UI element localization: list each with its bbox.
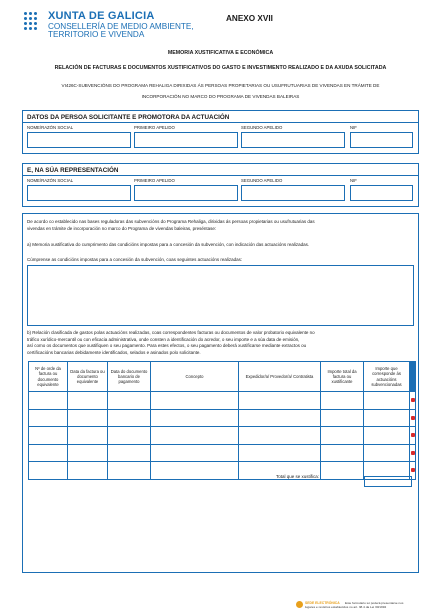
programa-line2: INCORPORACIÓN NO MARCO DO PROGRAMA DE VIVENDAS BALEIRAS [141, 94, 300, 99]
footer-note2: lugares e rexistros establecidos no art. 38.4 da Lei 30/1992 [305, 605, 387, 609]
add-row-icon[interactable] [411, 468, 415, 472]
footer-note1: Este formulario só poderá presentarse nos [345, 601, 404, 605]
col-header-expedidor: Expedidor/a/ Provedor/a/ Contratista [239, 362, 321, 392]
solicitante-title: DATOS DA PERSOA SOLICITANTE E PROMOTORA DA ACTUACIÓN [27, 114, 230, 121]
apelido2-label: SEGUNDO APELIDO [241, 178, 283, 183]
cell-input[interactable] [108, 392, 151, 410]
cell-input[interactable] [321, 462, 364, 480]
cell-input[interactable] [68, 427, 108, 445]
nif-label: NIF [350, 178, 357, 183]
cell-input[interactable] [239, 409, 321, 427]
memoria-title: MEMORIA XUSTIFICATIVA E ECONÓMICA [167, 50, 274, 56]
apelido1-label: PRIMEIRO APELIDO [134, 178, 175, 183]
cell-input[interactable] [364, 427, 410, 445]
table-row [29, 427, 416, 445]
org-line2: CONSELLERÍA DE MEDIO AMBIENTE, [48, 21, 194, 31]
cell-input[interactable] [151, 444, 239, 462]
point-b-line4: certificacións bancarias debidamente identificados, selados e asinados polo solicitante. [27, 349, 201, 355]
cell-input[interactable] [239, 444, 321, 462]
org-line3: TERRITORIO E VIVENDA [48, 30, 145, 40]
cell-input[interactable] [68, 409, 108, 427]
section-divider [23, 175, 418, 176]
section-divider [23, 122, 418, 123]
cell-input[interactable] [108, 462, 151, 480]
actuacions-textarea[interactable] [27, 265, 414, 326]
point-a-text: a) Memoria xustificativa do cumprimento das condicións impostas para a concesión da subvención, con indicación das actuacións realizadas. [27, 242, 310, 247]
representante-nome-field[interactable] [27, 185, 131, 201]
cell-input[interactable] [321, 392, 364, 410]
cell-input[interactable] [364, 392, 410, 410]
expenses-table [28, 361, 416, 480]
representante-nif-field[interactable] [350, 185, 413, 201]
row-controls [410, 444, 416, 462]
solicitante-section [22, 110, 419, 154]
sede-electronica-label[interactable]: SEDE ELECTRÓNICA [305, 601, 340, 605]
cell-input[interactable] [108, 427, 151, 445]
point-b-line2: tráfico xurídico-mercantil ou con eficacia administrativa, onde consten a identificación do acredor, o seu importe e a súa data de emisión, [27, 336, 300, 342]
table-body [29, 392, 416, 480]
add-row-icon[interactable] [411, 416, 415, 420]
cell-input[interactable] [321, 444, 364, 462]
table-row [29, 409, 416, 427]
col-header-data-factura: Data da factura ou documento equivalente [68, 362, 108, 392]
solicitante-apelido2-field[interactable] [241, 132, 345, 148]
col-header-orde: Nº de orde da factura ou documento equivalente [29, 362, 68, 392]
cell-input[interactable] [68, 392, 108, 410]
solicitante-nif-field[interactable] [350, 132, 413, 148]
total-label: Total que se xustifica: [276, 474, 320, 479]
representacion-section [22, 163, 419, 207]
solicitante-apelido1-field[interactable] [134, 132, 238, 148]
representacion-title: E, NA SÚA REPRESENTACIÓN [27, 167, 119, 174]
cell-input[interactable] [151, 392, 239, 410]
cell-input[interactable] [239, 427, 321, 445]
cumprense-text: Cúmprense as condicións impostas para a concesión da subvención, coas seguintes actuacións realizadas: [27, 257, 243, 262]
add-row-icon[interactable] [411, 398, 415, 402]
cell-input[interactable] [108, 409, 151, 427]
relacion-title: RELACIÓN DE FACTURAS E DOCUMENTOS XUSTIFICATIVOS DO GASTO E INVESTIMENTO REALIZADO E DA AXUDA SOLICITADA [54, 65, 387, 71]
intro-text [27, 219, 315, 232]
cell-input[interactable] [321, 427, 364, 445]
organization-name [48, 11, 194, 40]
col-header-importe-subvencionado: Importe que corresponde ás actuacións subvencionadas [364, 362, 410, 392]
header [22, 10, 422, 50]
col-header-controls [410, 362, 416, 392]
cell-input[interactable] [364, 409, 410, 427]
org-line1: XUNTA DE GALICIA [48, 10, 155, 22]
table-row [29, 392, 416, 410]
programa-title [22, 80, 419, 102]
nome-label: NOME/RAZÓN SOCIAL [27, 178, 74, 183]
cell-input[interactable] [68, 462, 108, 480]
col-header-importe-total: Importe total da factura ou xustificante [321, 362, 364, 392]
cell-input[interactable] [364, 444, 410, 462]
footer [296, 600, 436, 612]
intro-line1: De acordo co establecido nas bases reguladoras das subvencións do Programa Rehaliga, dirixidas ás persoas propietarias ou usufrutuarias das [27, 219, 315, 224]
col-header-concepto: Concepto [151, 362, 239, 392]
xunta-logo-icon [22, 10, 44, 32]
point-b-line3: así como os documentos que xustifiquen o seu pagamento. Para estes efectos, o seu pagamento deberá xustificarse mediante extractos ou [27, 343, 307, 349]
programa-line1: VI426C-SUBVENCIÓNS DO PROGRAMA REHALIGA DIRIXIDAS ÁS PERSOAS PROPIETARIAS OU USUFRUTUARIAS DE VIVENDAS EN TRÁMITE DE [61, 83, 380, 88]
cell-input[interactable] [29, 444, 68, 462]
cell-input[interactable] [29, 409, 68, 427]
cell-input[interactable] [239, 392, 321, 410]
point-b-line1: b) Relación clasificada de gastos polas actuacións realizadas, coas correspondentes facturas ou documentos de valor probatorio equivalente no [27, 330, 315, 335]
representante-apelido2-field[interactable] [241, 185, 345, 201]
nif-label: NIF [350, 125, 357, 130]
cell-input[interactable] [68, 444, 108, 462]
row-controls [410, 427, 416, 445]
nome-label: NOME/RAZÓN SOCIAL [27, 125, 74, 130]
sede-electronica-icon [296, 601, 303, 608]
point-b-text [27, 330, 315, 356]
annex-title: ANEXO XVII [226, 14, 273, 23]
justification-section [22, 213, 419, 573]
cell-input[interactable] [151, 462, 239, 480]
cell-input[interactable] [29, 427, 68, 445]
cell-input[interactable] [151, 427, 239, 445]
cell-input[interactable] [108, 444, 151, 462]
cell-input[interactable] [29, 392, 68, 410]
add-row-icon[interactable] [411, 433, 415, 437]
apelido2-label: SEGUNDO APELIDO [241, 125, 283, 130]
row-controls [410, 409, 416, 427]
add-row-icon[interactable] [411, 451, 415, 455]
table-row [29, 444, 416, 462]
table-header-row [29, 362, 416, 392]
intro-line2: vivendas en trámite de incorporación no marco do Programa de vivendas baleiras, preséntase: [27, 225, 217, 231]
solicitante-nome-field[interactable] [27, 132, 131, 148]
cell-input[interactable] [151, 409, 239, 427]
table-row [29, 462, 416, 480]
apelido1-label: PRIMEIRO APELIDO [134, 125, 175, 130]
representante-apelido1-field[interactable] [134, 185, 238, 201]
cell-input[interactable] [321, 409, 364, 427]
col-header-data-pagamento: Data do documento bancario de pagamento [108, 362, 151, 392]
row-controls [410, 392, 416, 410]
total-field[interactable] [364, 476, 412, 487]
document-titles [22, 50, 419, 102]
cell-input[interactable] [29, 462, 68, 480]
